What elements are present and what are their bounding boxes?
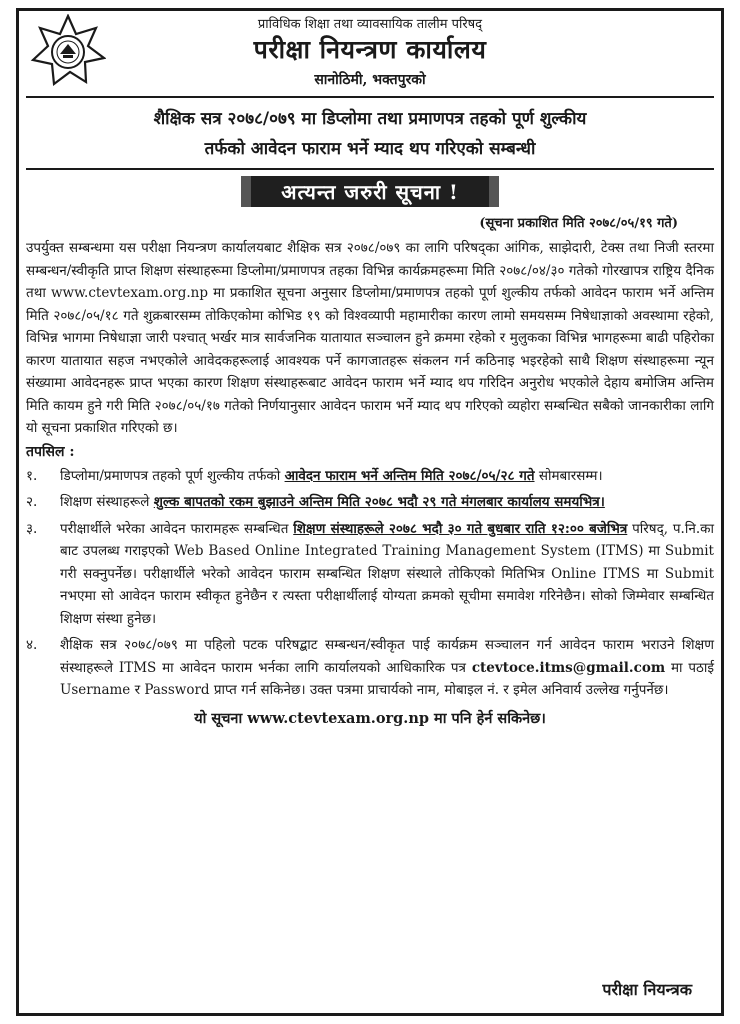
subject-line-1: शैक्षिक सत्र २०७८/०७९ मा डिप्लोमा तथा प्रमाणपत्र तहको पूर्ण शुल्कीय [153, 109, 587, 129]
detail-item-1 [26, 465, 714, 488]
item-text-pre: शैक्षिक सत्र २०७८/०७९ मा पहिलो पटक परिषद्बाट सम्बन्धन/स्वीकृत पाई कार्यक्रम सञ्चालन गर्न आवेदन फाराम भराउने शिक्षण संस्थाहरूले ITMS मा आवेदन फाराम भर्नका लागि कार्यालयको आधिकारिक पत्र [60, 637, 714, 676]
published-date: (सूचना प्रकाशित मिति २०७८/०५/१९ गते) [479, 216, 678, 231]
item-text-post: सोमबारसम्म। [534, 467, 603, 484]
urgent-notice-banner: अत्यन्त जरुरी सूचना ! [241, 176, 499, 207]
item-text-pre: डिप्लोमा/प्रमाणपत्र तहको पूर्ण शुल्कीय तर्फको [60, 467, 285, 484]
item-number: २. [26, 494, 38, 510]
item-number: १. [26, 467, 38, 484]
notice-body: उपर्युक्त सम्बन्धमा यस परीक्षा नियन्त्रण कार्यालयबाट शैक्षिक सत्र २०७८/०७९ का लागि परिषद्का आंगिक, साझेदारी, टेक्स तथा निजी स्तरमा सम्बन्धन/स्वीकृति प्राप्त शिक्षण संस्थाहरूमा डिप्लोमा/प्रमाणपत्र तहका विभिन्न कार्यक्रमहरूमा मिति २०७८/०४/३० गतेको गोरखापत्र राष्ट्रिय दैनिक तथा www.ctevtexam.org.np मा प्रकाशित सूचना अनुसार डिप्लोमा/प्रमाणपत्र तहको पूर्ण शुल्कीय तर्फको आवेदन फाराम भर्ने अन्तिम मिति २०७८/०५/१८ गते शुक्रबारसम्म तोकिएकोमा कोभिड १९ को विश्वव्यापी महामारीका कारण लामो समयसम्म निषेधाज्ञाको अवस्थामा रहेको, विभिन्न भागमा निषेधाज्ञा जारी पश्चात् भर्खर मात्र सार्वजनिक यातायात सञ्चालन हुने क्रममा रहेको र मुलुकका विभिन्न भागहरूमा बाढी पहिरोका कारण यातायात सहज नभएकोले आवेदकहरूलाई आवश्यक पर्ने कागजातहरू संकलन गर्न कठिनाइ भइरहेको साथै शिक्षण संस्थाहरूमा न्यून संख्यामा आवेदनहरू प्राप्त भएका कारण शिक्षण संस्थाहरूबाट आवेदन फाराम भर्ने म्याद थप गरिदिन अनुरोध भएकोले देहाय बमोजिम अन्तिम मिति कायम हुने गरी मिति २०७८/०५/१७ गतेको निर्णयानुसार आवेदन फाराम भर्ने म्याद थप गरिएको व्यहोरा सम्बन्धित सबैको जानकारीका लागि यो सूचना प्रकाशित गरिएको छ। [26, 240, 714, 436]
detail-item-3 [26, 518, 714, 631]
item-text [60, 465, 714, 488]
detail-item-4 [26, 634, 714, 702]
item-text [60, 518, 714, 631]
signature: परीक्षा नियन्त्रक [602, 980, 692, 999]
details-title: तपसिल : [26, 443, 75, 460]
item-highlight: शिक्षण संस्थाहरूले २०७८ भदौ ३० गते बुधबार राति १२:०० बजेभित्र [293, 520, 628, 537]
header [22, 0, 718, 92]
organization-name: प्राविधिक शिक्षा तथा व्यावसायिक तालीम परिषद् [257, 17, 483, 32]
item-text-pre: परीक्षार्थीले भरेका आवेदन फारामहरू सम्बन्धित [60, 520, 294, 537]
item-text [60, 491, 714, 514]
item-text [60, 634, 714, 702]
item-text-post: मा पठाई Username र Password प्राप्त गर्न सकिनेछ। उक्त पत्रमा प्राचार्यको नाम, मोबाइल नं. र इमेल अनिवार्य उल्लेख गर्नुपर्नेछ। [60, 659, 714, 698]
office-location: सानोठिमी, भक्तपुरको [314, 72, 426, 88]
office-title: परीक्षा नियन्त्रण कार्यालय [253, 35, 487, 64]
item-highlight: आवेदन फाराम भर्ने अन्तिम मिति २०७८/०५/२८ गते [284, 467, 535, 484]
contact-email[interactable]: ctevtoce.itms@gmail.com [471, 659, 666, 676]
subject-line-2: तर्फको आवेदन फाराम भर्ने म्याद थप गरिएको सम्बन्धी [204, 139, 536, 159]
item-text-pre: शिक्षण संस्थाहरूले [60, 494, 154, 510]
subject-box [26, 96, 714, 170]
item-number: ३. [26, 520, 38, 537]
notice-banner-wrap [22, 176, 718, 207]
item-number: ४. [26, 637, 38, 653]
item-highlight: शुल्क बापतको रकम बुझाउने अन्तिम मिति २०७८ भदौ २९ गते मंगलबार कार्यालय समयभित्र। [153, 494, 605, 510]
item-text-post: परिषद्, प.नि.का बाट उपलब्ध गराइएको Web Based Online Integrated Training Management System (ITMS) मा Submit गरी सक्नुपर्नेछ। परीक्षार्थीले भरेको आवेदन फाराम सम्बन्धित शिक्षण संस्थाले तोकिएको मितिभित्र Online ITMS मा Submit नभएमा सो आवेदन फाराम स्वीकृत हुनेछैन र त्यस्ता परीक्षार्थीलाई योग्यता क्रमको सूचीमा समावेश गरिनेछैन। सोको जिम्मेवार सम्बन्धित शिक्षण संस्था हुनेछ। [60, 520, 714, 627]
detail-item-2 [26, 491, 714, 514]
website-notice: यो सूचना www.ctevtexam.org.np मा पनि हेर्न सकिनेछ। [194, 709, 546, 727]
